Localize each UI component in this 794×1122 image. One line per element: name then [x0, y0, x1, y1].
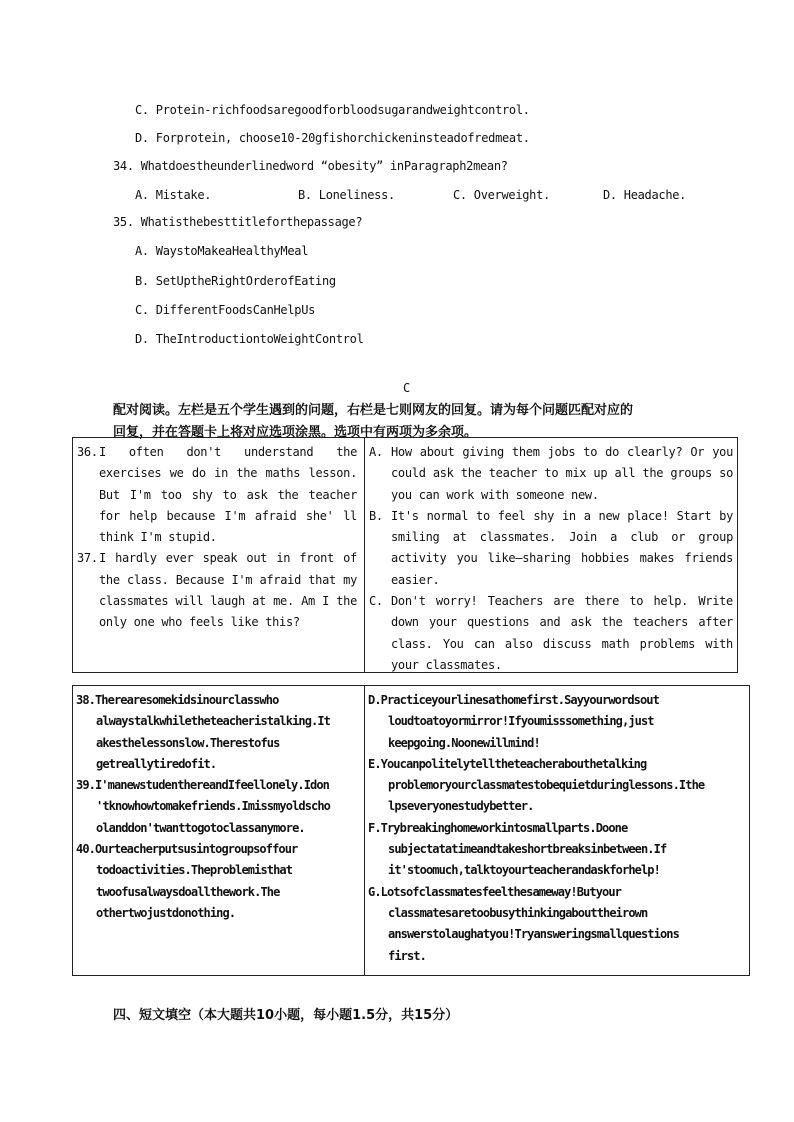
- reply-line: Practiceyourlinesathomefirst.Sayyourwordsout: [380, 693, 659, 707]
- reply-line: loudtoatoyormirror!Ifyoumisssomething,just: [388, 714, 654, 729]
- problem-line: I'manewstudenthereandIfeellonely.Idon: [94, 778, 329, 793]
- problem-line: 'tknowhowtomakefriends.Imissmyoldscho: [96, 799, 331, 814]
- q35-option-d: D. TheIntroductiontoWeightControl: [135, 332, 364, 346]
- reply-letter: B.: [369, 508, 383, 523]
- problem-number: 40.: [76, 842, 95, 857]
- section-letter: C: [403, 381, 410, 395]
- q34-option-a: A. Mistake.: [135, 188, 212, 202]
- problem-line: olanddon'twanttogotoclassanymore.: [96, 820, 305, 835]
- reply-line: Trybreakinghomeworkintosmallparts.Doone: [380, 820, 628, 835]
- problem-number: 37.: [77, 551, 98, 566]
- q35-option-a: A. WaystoMakeaHealthyMeal: [135, 244, 309, 258]
- problem-number: 39.: [76, 778, 95, 793]
- problem-39: [76, 775, 366, 796]
- table-1-left-column: [77, 442, 357, 634]
- table-1-right-column: [369, 442, 733, 676]
- reply-letter: C.: [369, 594, 383, 609]
- reply-text: Don't worry! Teachers are there to help. Write down your questions and ask the teachers after class. You can also discuss math problems with your classmates.: [391, 594, 733, 672]
- reply-letter: D.: [368, 693, 381, 707]
- q35-question: 35. Whatisthebesttitleforthepassage?: [113, 215, 363, 229]
- reply-letter: E.: [368, 756, 381, 771]
- table-2-right-column: [368, 690, 748, 967]
- reply-text: How about giving them jobs to do clearly? Or you could ask the teacher to mix up all the groups so you can work with someone new.: [391, 445, 733, 502]
- problem-number: 36.: [77, 445, 98, 459]
- q35-option-c: C. DifferentFoodsCanHelpUs: [135, 303, 316, 317]
- reply-g: [368, 882, 748, 903]
- problem-36: [77, 442, 357, 548]
- reply-b: [369, 506, 733, 591]
- reply-line: keepgoing.Noonewillmind!: [388, 735, 540, 750]
- reply-c: [369, 591, 733, 676]
- reply-d: [368, 690, 748, 711]
- reply-e: [368, 754, 748, 775]
- section-instruction-line2: 回复，并在答题卡上将对应选项涂黑。选项中有两项为多余项。: [113, 425, 478, 440]
- problem-text: I hardly ever speak out in front of the class. Because I'm afraid that my classmates will laugh at me. Am I the only one who feels like this?: [99, 551, 357, 630]
- reply-f: [368, 818, 748, 839]
- reply-letter: G.: [368, 884, 381, 899]
- problem-text: I often don't understand the exercises we do in the maths lesson. But I'm too shy to ask the teacher for help because I'm afraid she' ll think I'm stupid.: [99, 445, 357, 545]
- q34-question: 34. Whatdoestheunderlinedword “obesity” inParagraph2mean?: [113, 159, 508, 173]
- reply-line: subjectatatimeandtakeshortbreaksinbetween.If: [388, 842, 667, 857]
- reply-letter: F.: [368, 820, 381, 835]
- q34-option-c: C. Overweight.: [453, 188, 550, 202]
- problem-line: alwaystalkwhiletheteacheristalking.It: [96, 714, 331, 729]
- reply-line: classmatesaretoobusythinkingabouttheirown: [388, 905, 648, 920]
- q34-option-b: B. Loneliness.: [298, 188, 395, 202]
- problem-line: twoofusalwaysdoallthework.The: [96, 884, 280, 899]
- reply-line: Youcanpolitelytelltheteacherabouthetalking: [380, 756, 647, 771]
- q34-option-d: D. Headache.: [603, 188, 687, 202]
- reply-line: answerstolaughatyou!Tryansweringsmallquestions: [388, 927, 679, 942]
- section-4-heading: 四、短文填空（本大题共10小题，每小题1.5分，共15分）: [113, 1008, 459, 1023]
- reply-text: It's normal to feel shy in a new place! Start by smiling at classmates. Join a club or group activity you like—sharing hobbies makes friends easier.: [391, 508, 733, 587]
- problem-37: [77, 548, 357, 633]
- q35-option-b: B. SetUptheRightOrderofEating: [135, 274, 336, 288]
- problem-line: akesthelessonslow.Therestofus: [96, 735, 280, 750]
- reply-line: it'stoomuch,talktoyourteacherandaskforhelp!: [388, 863, 660, 878]
- reply-line: lpseveryonestudybetter.: [388, 799, 534, 814]
- problem-line: Therearesomekidsinourclasswho: [94, 693, 279, 707]
- problem-38: [76, 690, 366, 711]
- problem-40: [76, 839, 366, 860]
- problem-number: 38.: [76, 693, 95, 707]
- section-instruction-line1: 配对阅读。左栏是五个学生遇到的问题，右栏是七则网友的回复。请为每个问题匹配对应的: [113, 403, 634, 418]
- table-1-divider: [364, 437, 365, 673]
- q33-option-c: C. Protein-richfoodsaregoodforbloodsugarandweightcontrol.: [135, 103, 530, 117]
- q33-option-d: D. Forprotein, choose10-20gfishorchickeninsteadofredmeat.: [135, 131, 530, 145]
- problem-line: Ourteacherputsusintogroupsoffour: [94, 842, 298, 857]
- problem-line: getreallytiredofit.: [96, 756, 217, 771]
- reply-line: Lotsofclassmatesfeelthesameway!Butyour: [380, 884, 621, 899]
- reply-a: [369, 442, 733, 506]
- reply-letter: A.: [369, 445, 383, 459]
- reply-line: problemoryourclassmatestobequietduringlessons.Ithe: [388, 778, 705, 793]
- reply-line: first.: [388, 948, 426, 963]
- table-2-left-column: [76, 690, 366, 924]
- problem-line: othertwojustdonothing.: [96, 905, 236, 920]
- problem-line: todoactivities.Theproblemisthat: [96, 863, 293, 878]
